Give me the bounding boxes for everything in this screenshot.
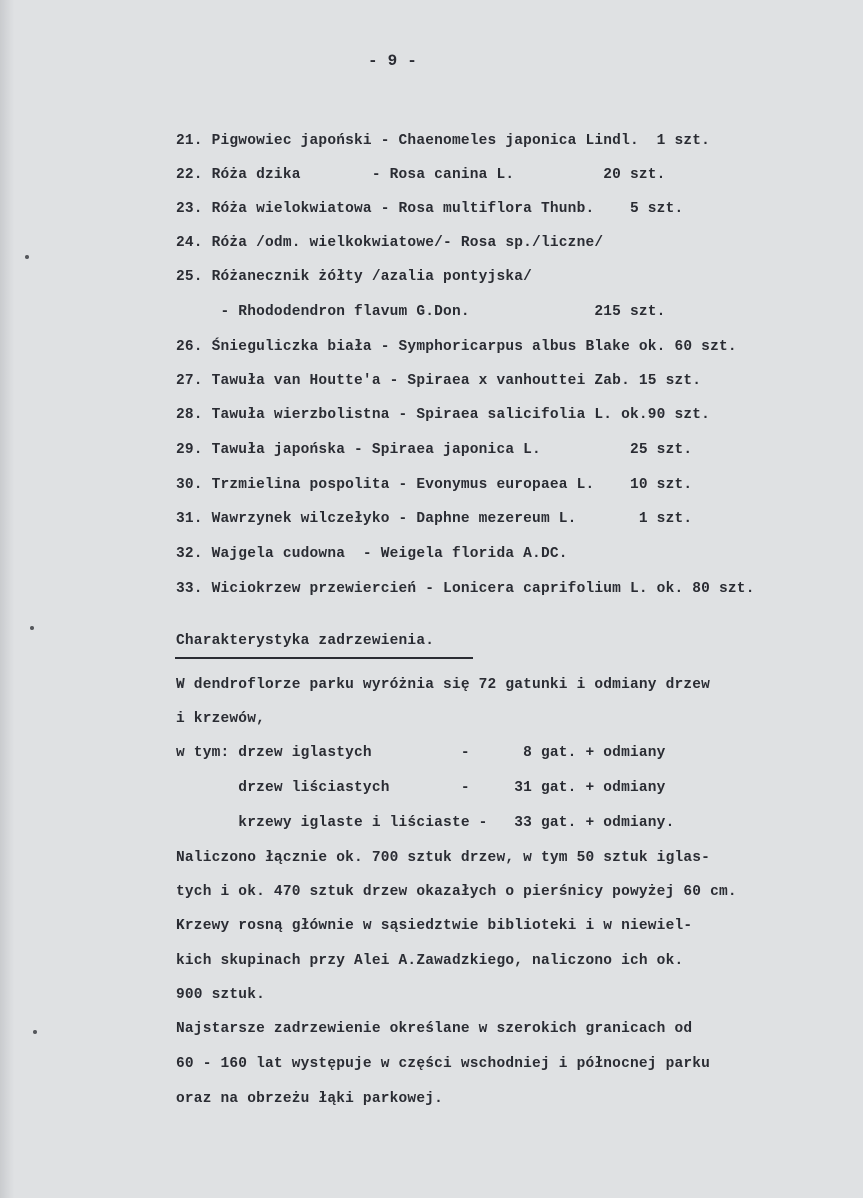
species-line: 29. Tawuła japońska - Spiraea japonica L. 25 szt. bbox=[176, 442, 693, 458]
margin-speck bbox=[25, 255, 29, 259]
body-line: 900 sztuk. bbox=[176, 987, 266, 1003]
species-line: 25. Różanecznik żółty /azalia pontyjska/ bbox=[176, 269, 533, 285]
species-line: - Rhododendron flavum G.Don. 215 szt. bbox=[176, 304, 666, 320]
body-line: w tym: drzew iglastych - 8 gat. + odmiany bbox=[176, 745, 666, 761]
margin-speck bbox=[33, 1030, 37, 1034]
species-line: 31. Wawrzynek wilczełyko - Daphne mezereum L. 1 szt. bbox=[176, 511, 693, 527]
species-line: 23. Róża wielokwiatowa - Rosa multiflora Thunb. 5 szt. bbox=[176, 201, 684, 217]
species-line: 30. Trzmielina pospolita - Evonymus europaea L. 10 szt. bbox=[176, 477, 693, 493]
body-line: Krzewy rosną głównie w sąsiedztwie biblioteki i w niewiel- bbox=[176, 918, 693, 934]
body-line: Najstarsze zadrzewienie określane w szerokich granicach od bbox=[176, 1021, 693, 1037]
section-heading: Charakterystyka zadrzewienia. bbox=[176, 633, 435, 649]
body-line: krzewy iglaste i liściaste - 33 gat. + odmiany. bbox=[176, 815, 675, 831]
body-line: 60 - 160 lat występuje w części wschodniej i północnej parku bbox=[176, 1056, 711, 1072]
species-line: 24. Róża /odm. wielkokwiatowe/- Rosa sp./liczne/ bbox=[176, 235, 604, 251]
body-line: kich skupinach przy Alei A.Zawadzkiego, naliczono ich ok. bbox=[176, 953, 684, 969]
species-line: 22. Róża dzika - Rosa canina L. 20 szt. bbox=[176, 167, 666, 183]
body-line: W dendroflorze parku wyróżnia się 72 gatunki i odmiany drzew bbox=[176, 677, 711, 693]
body-line: Naliczono łącznie ok. 700 sztuk drzew, w tym 50 sztuk iglas- bbox=[176, 850, 711, 866]
heading-underline bbox=[175, 657, 473, 659]
species-line: 33. Wiciokrzew przewiercień - Lonicera caprifolium L. ok. 80 szt. bbox=[176, 581, 755, 597]
body-line: drzew liściastych - 31 gat. + odmiany bbox=[176, 780, 666, 796]
body-line: i krzewów, bbox=[176, 711, 266, 727]
page-number: - 9 - bbox=[368, 52, 418, 70]
species-line: 21. Pigwowiec japoński - Chaenomeles japonica Lindl. 1 szt. bbox=[176, 133, 711, 149]
species-line: 27. Tawuła van Houtte'a - Spiraea x vanhouttei Zab. 15 szt. bbox=[176, 373, 702, 389]
species-line: 32. Wajgela cudowna - Weigela florida A.DC. bbox=[176, 546, 568, 562]
body-line: tych i ok. 470 sztuk drzew okazałych o pierśnicy powyżej 60 cm. bbox=[176, 884, 737, 900]
species-line: 28. Tawuła wierzbolistna - Spiraea salicifolia L. ok.90 szt. bbox=[176, 407, 711, 423]
margin-speck bbox=[30, 626, 34, 630]
body-line: oraz na obrzeżu łąki parkowej. bbox=[176, 1091, 444, 1107]
species-line: 26. Śnieguliczka biała - Symphoricarpus albus Blake ok. 60 szt. bbox=[176, 339, 737, 355]
